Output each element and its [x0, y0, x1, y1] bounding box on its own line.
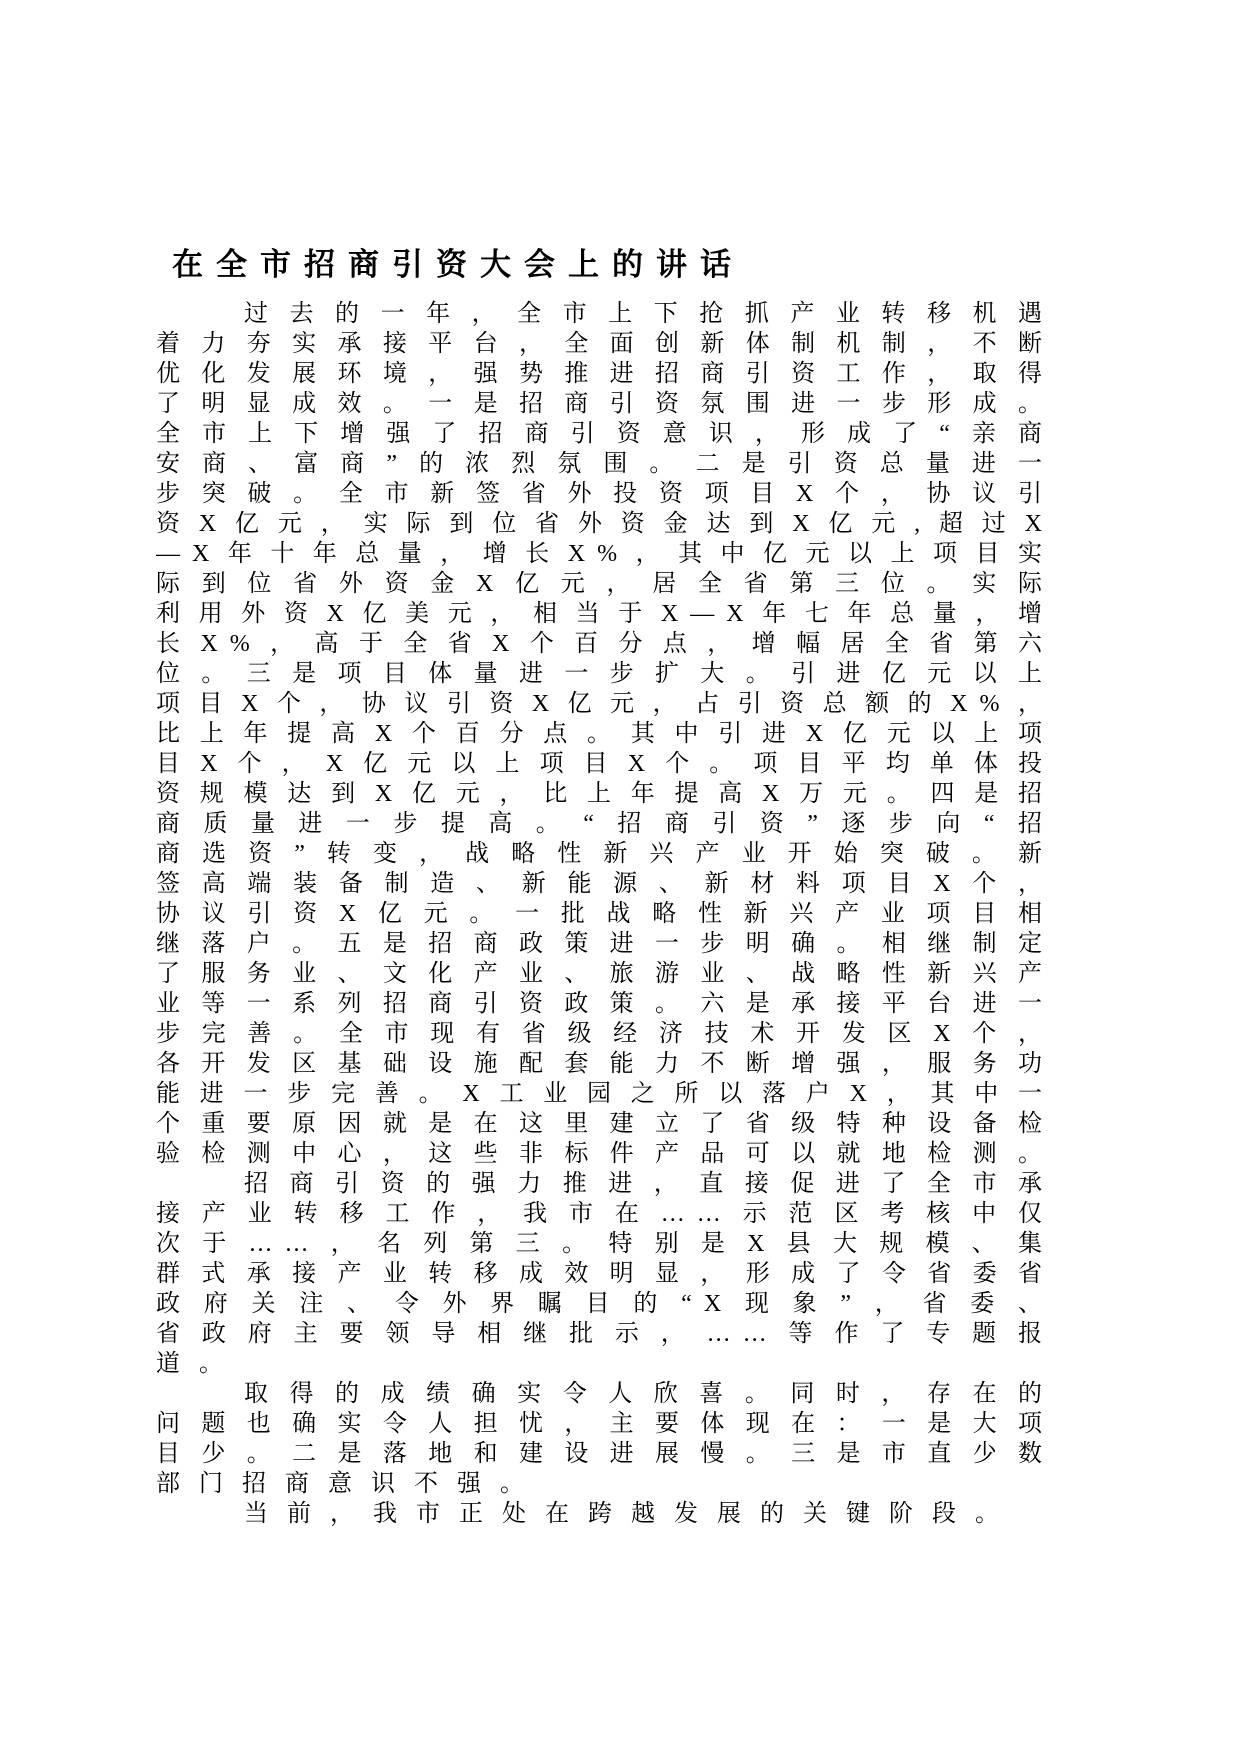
text-line: 接产业转移工作，我市在……示范区考核中仅	[156, 1201, 1054, 1227]
text-line: 目少。二是落地和建设进展慢。三是市直少数	[156, 1441, 1054, 1467]
text-line: 利用外资X亿美元，相当于X—X年七年总量，增	[156, 601, 1054, 627]
text-line: 了服务业、文化产业、旅游业、战略性新兴产	[156, 961, 1054, 987]
text-line: 能进一步完善。X工业园之所以落户X，其中一	[156, 1081, 1054, 1107]
text-line: 位。三是项目体量进一步扩大。引进亿元以上	[156, 661, 1054, 687]
text-line: 个重要原因就是在这里建立了省级特种设备检	[156, 1111, 1054, 1137]
text-line: 签高端装备制造、新能源、新材料项目X个，	[156, 871, 1054, 897]
text-line: 长X%，高于全省X个百分点，增幅居全省第六	[156, 631, 1054, 657]
text-line: 步完善。全市现有省级经济技术开发区X个，	[156, 1021, 1054, 1047]
text-line: 省政府主要领导相继批示，……等作了专题报	[156, 1321, 1054, 1347]
text-line: 步突破。全市新签省外投资项目X个，协议引	[156, 481, 1054, 507]
document-body	[156, 299, 1054, 1529]
text-line: 全市上下增强了招商引资意识，形成了“亲商	[156, 421, 1054, 447]
text-line: 道。	[156, 1351, 242, 1377]
text-line: 比上年提高X个百分点。其中引进X亿元以上项	[156, 721, 1054, 747]
text-line: 项目X个，协议引资X亿元，占引资总额的X%，	[156, 691, 1054, 717]
text-line: 继落户。五是招商政策进一步明确。相继制定	[156, 931, 1054, 957]
text-line: 安商、富商”的浓烈氛围。二是引资总量进一	[156, 451, 1054, 477]
text-line: 商选资”转变，战略性新兴产业开始突破。新	[156, 841, 1054, 867]
text-line: 过去的一年，全市上下抢抓产业转移机遇	[244, 301, 1054, 327]
text-line: 问题也确实令人担忧，主要体现在：一是大项	[156, 1411, 1054, 1437]
text-line: 目X个，X亿元以上项目X个。项目平均单体投	[156, 751, 1054, 777]
text-line: 资X亿元，实际到位省外资金达到X亿元,超过X	[156, 511, 1054, 537]
text-line: 协议引资X亿元。一批战略性新兴产业项目相	[156, 901, 1054, 927]
text-line: 次于……，名列第三。特别是X县大规模、集	[156, 1231, 1054, 1257]
text-line: 取得的成绩确实令人欣喜。同时，存在的	[244, 1381, 1054, 1407]
text-line: 政府关注、令外界瞩目的“X现象”，省委、	[156, 1291, 1054, 1317]
text-line: 群式承接产业转移成效明显，形成了令省委省	[156, 1261, 1054, 1287]
text-line: 着力夯实承接平台，全面创新体制机制，不断	[156, 331, 1054, 357]
text-line: 业等一系列招商引资政策。六是承接平台进一	[156, 991, 1054, 1017]
text-line: 当前，我市正处在跨越发展的关键阶段。	[244, 1501, 1018, 1527]
text-line: 商质量进一步提高。“招商引资”逐步向“招	[156, 811, 1054, 837]
document-title: 在全市招商引资大会上的讲话	[172, 247, 744, 282]
text-line: 优化发展环境，强势推进招商引资工作，取得	[156, 361, 1054, 387]
text-line: 了明显成效。一是招商引资氛围进一步形成。	[156, 391, 1054, 417]
text-line: 资规模达到X亿元，比上年提高X万元。四是招	[156, 781, 1054, 807]
text-line: 际到位省外资金X亿元，居全省第三位。实际	[156, 571, 1054, 597]
text-line: 验检测中心，这些非标件产品可以就地检测。	[156, 1141, 1054, 1167]
text-line: 招商引资的强力推进，直接促进了全市承	[244, 1171, 1054, 1197]
text-line: 部门招商意识不强。	[156, 1471, 543, 1497]
text-line: 各开发区基础设施配套能力不断增强，服务功	[156, 1051, 1054, 1077]
text-line: —X年十年总量，增长X%，其中亿元以上项目实	[156, 541, 1054, 567]
